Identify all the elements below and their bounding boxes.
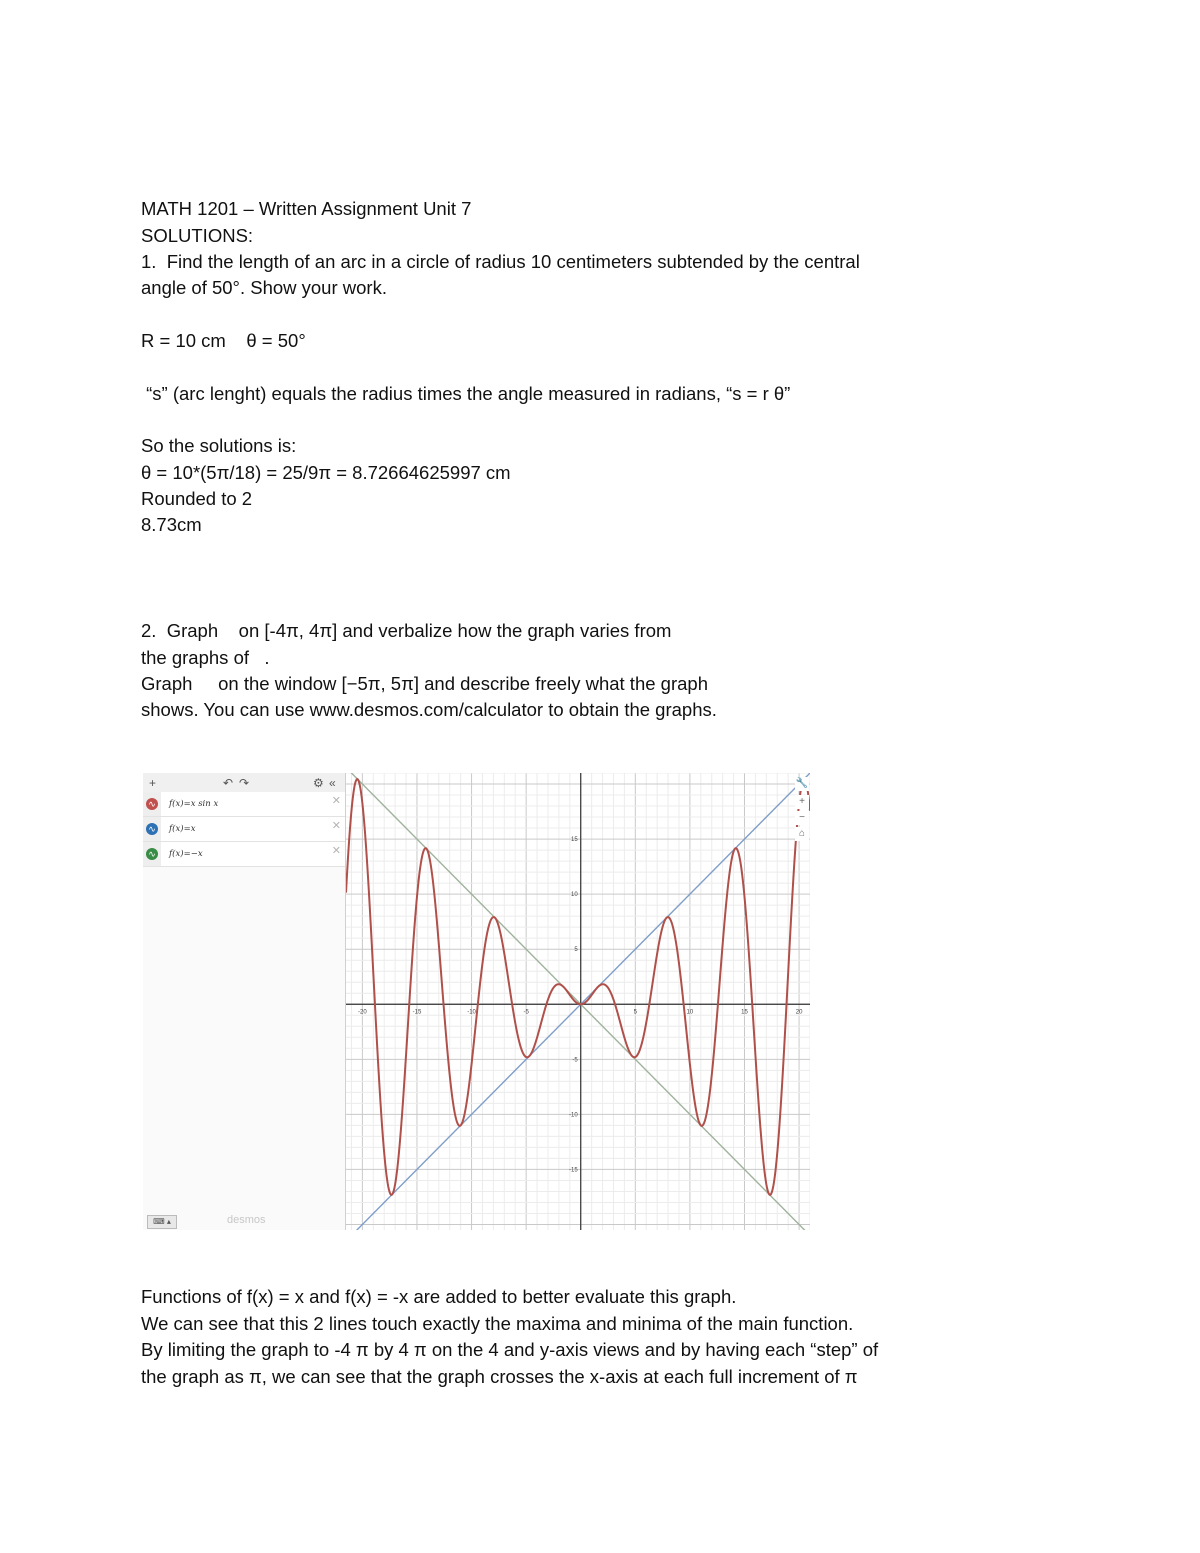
expression-handle[interactable]: [143, 817, 161, 841]
y-tick-label: -15: [569, 1167, 578, 1174]
curve-x-sin-x: [346, 779, 810, 1195]
assignment-title: MATH 1201 – Written Assignment Unit 7: [141, 198, 472, 219]
expression-handle[interactable]: [143, 842, 161, 866]
x-tick-label: 5: [633, 1009, 637, 1016]
gear-icon[interactable]: ⚙: [313, 776, 324, 790]
question-2-line-1: 2. Graph on [-4π, 4π] and verbalize how the graph varies from: [141, 620, 672, 641]
desmos-logo: desmos: [227, 1214, 266, 1226]
desmos-screenshot: [143, 773, 810, 1230]
collapse-panel-icon[interactable]: «: [329, 776, 336, 790]
wave-icon[interactable]: ∿: [146, 823, 158, 835]
y-tick-label: -10: [569, 1112, 578, 1119]
x-tick-label: -20: [358, 1009, 367, 1016]
rounding-note: Rounded to 2: [141, 488, 253, 509]
question-2-line-3: Graph on the window [−5π, 5π] and describe freely what the graph: [141, 673, 708, 694]
arc-length-formula: “s” (arc lenght) equals the radius times the angle measured in radians, “s = r θ”: [141, 383, 791, 404]
x-tick-label: -15: [412, 1009, 422, 1016]
close-icon[interactable]: ✕: [331, 820, 341, 832]
expression-handle[interactable]: [143, 792, 161, 816]
zoom-out-button[interactable]: −: [795, 811, 809, 825]
solution-intro: So the solutions is:: [141, 435, 297, 456]
zoom-in-button[interactable]: +: [795, 795, 809, 809]
x-tick-label: 15: [741, 1009, 748, 1016]
question-1-line-1: 1. Find the length of an arc in a circle of radius 10 centimeters subtended by the central: [141, 251, 860, 272]
undo-button[interactable]: ↶: [223, 776, 234, 790]
given-values: R = 10 cm θ = 50°: [141, 330, 306, 351]
close-icon[interactable]: ✕: [331, 795, 341, 807]
question-2-line-2: the graphs of .: [141, 647, 270, 668]
y-tick-label: 10: [571, 892, 578, 899]
x-tick-label: 10: [686, 1009, 694, 1016]
x-tick-label: -5: [523, 1009, 529, 1016]
expression-text[interactable]: f(x)=x sin x: [169, 799, 219, 809]
question-2-line-4: shows. You can use www.desmos.com/calculator to obtain the graphs.: [141, 699, 717, 720]
add-expression-button[interactable]: +: [149, 776, 157, 790]
close-icon[interactable]: ✕: [331, 845, 341, 857]
question-1-line-2: angle of 50°. Show your work.: [141, 277, 387, 298]
expression-row-1[interactable]: [143, 792, 345, 817]
keypad-button[interactable]: ⌨ ▴: [147, 1215, 177, 1229]
y-tick-label: -5: [572, 1057, 578, 1064]
line-y-equals-neg-x: [346, 773, 810, 1230]
expression-toolbar: [143, 773, 345, 794]
final-answer: 8.73cm: [141, 514, 202, 535]
graph-paper[interactable]: [346, 773, 810, 1230]
solutions-heading: SOLUTIONS:: [141, 225, 254, 246]
redo-button[interactable]: ↷: [239, 776, 250, 790]
expression-text[interactable]: f(x)=−x: [169, 849, 203, 859]
y-tick-label: 15: [571, 837, 578, 844]
analysis-line-3: By limiting the graph to -4 π by 4 π on the 4 and y-axis views and by having each “step” of: [141, 1339, 879, 1360]
home-icon[interactable]: ⌂: [795, 827, 809, 841]
analysis-line-4: the graph as π, we can see that the graph crosses the x-axis at each full increment of π: [141, 1366, 858, 1387]
x-tick-label: 20: [795, 1009, 803, 1016]
x-tick-label: -10: [467, 1009, 476, 1016]
wave-icon[interactable]: ∿: [146, 848, 158, 860]
analysis-line-2: We can see that this 2 lines touch exactly the maxima and minima of the main function.: [141, 1313, 854, 1334]
analysis-line-1: Functions of f(x) = x and f(x) = -x are added to better evaluate this graph.: [141, 1286, 737, 1307]
expression-row-2[interactable]: [143, 817, 345, 842]
wave-icon[interactable]: ∿: [146, 798, 158, 810]
expression-row-3[interactable]: [143, 842, 345, 867]
y-tick-label: 5: [574, 947, 578, 954]
expression-list: [143, 773, 346, 1230]
expression-text[interactable]: f(x)=x: [169, 824, 196, 834]
solution-calculation: θ = 10*(5π/18) = 25/9π = 8.72664625997 cm: [141, 462, 511, 483]
wrench-icon[interactable]: 🔧: [795, 778, 809, 789]
